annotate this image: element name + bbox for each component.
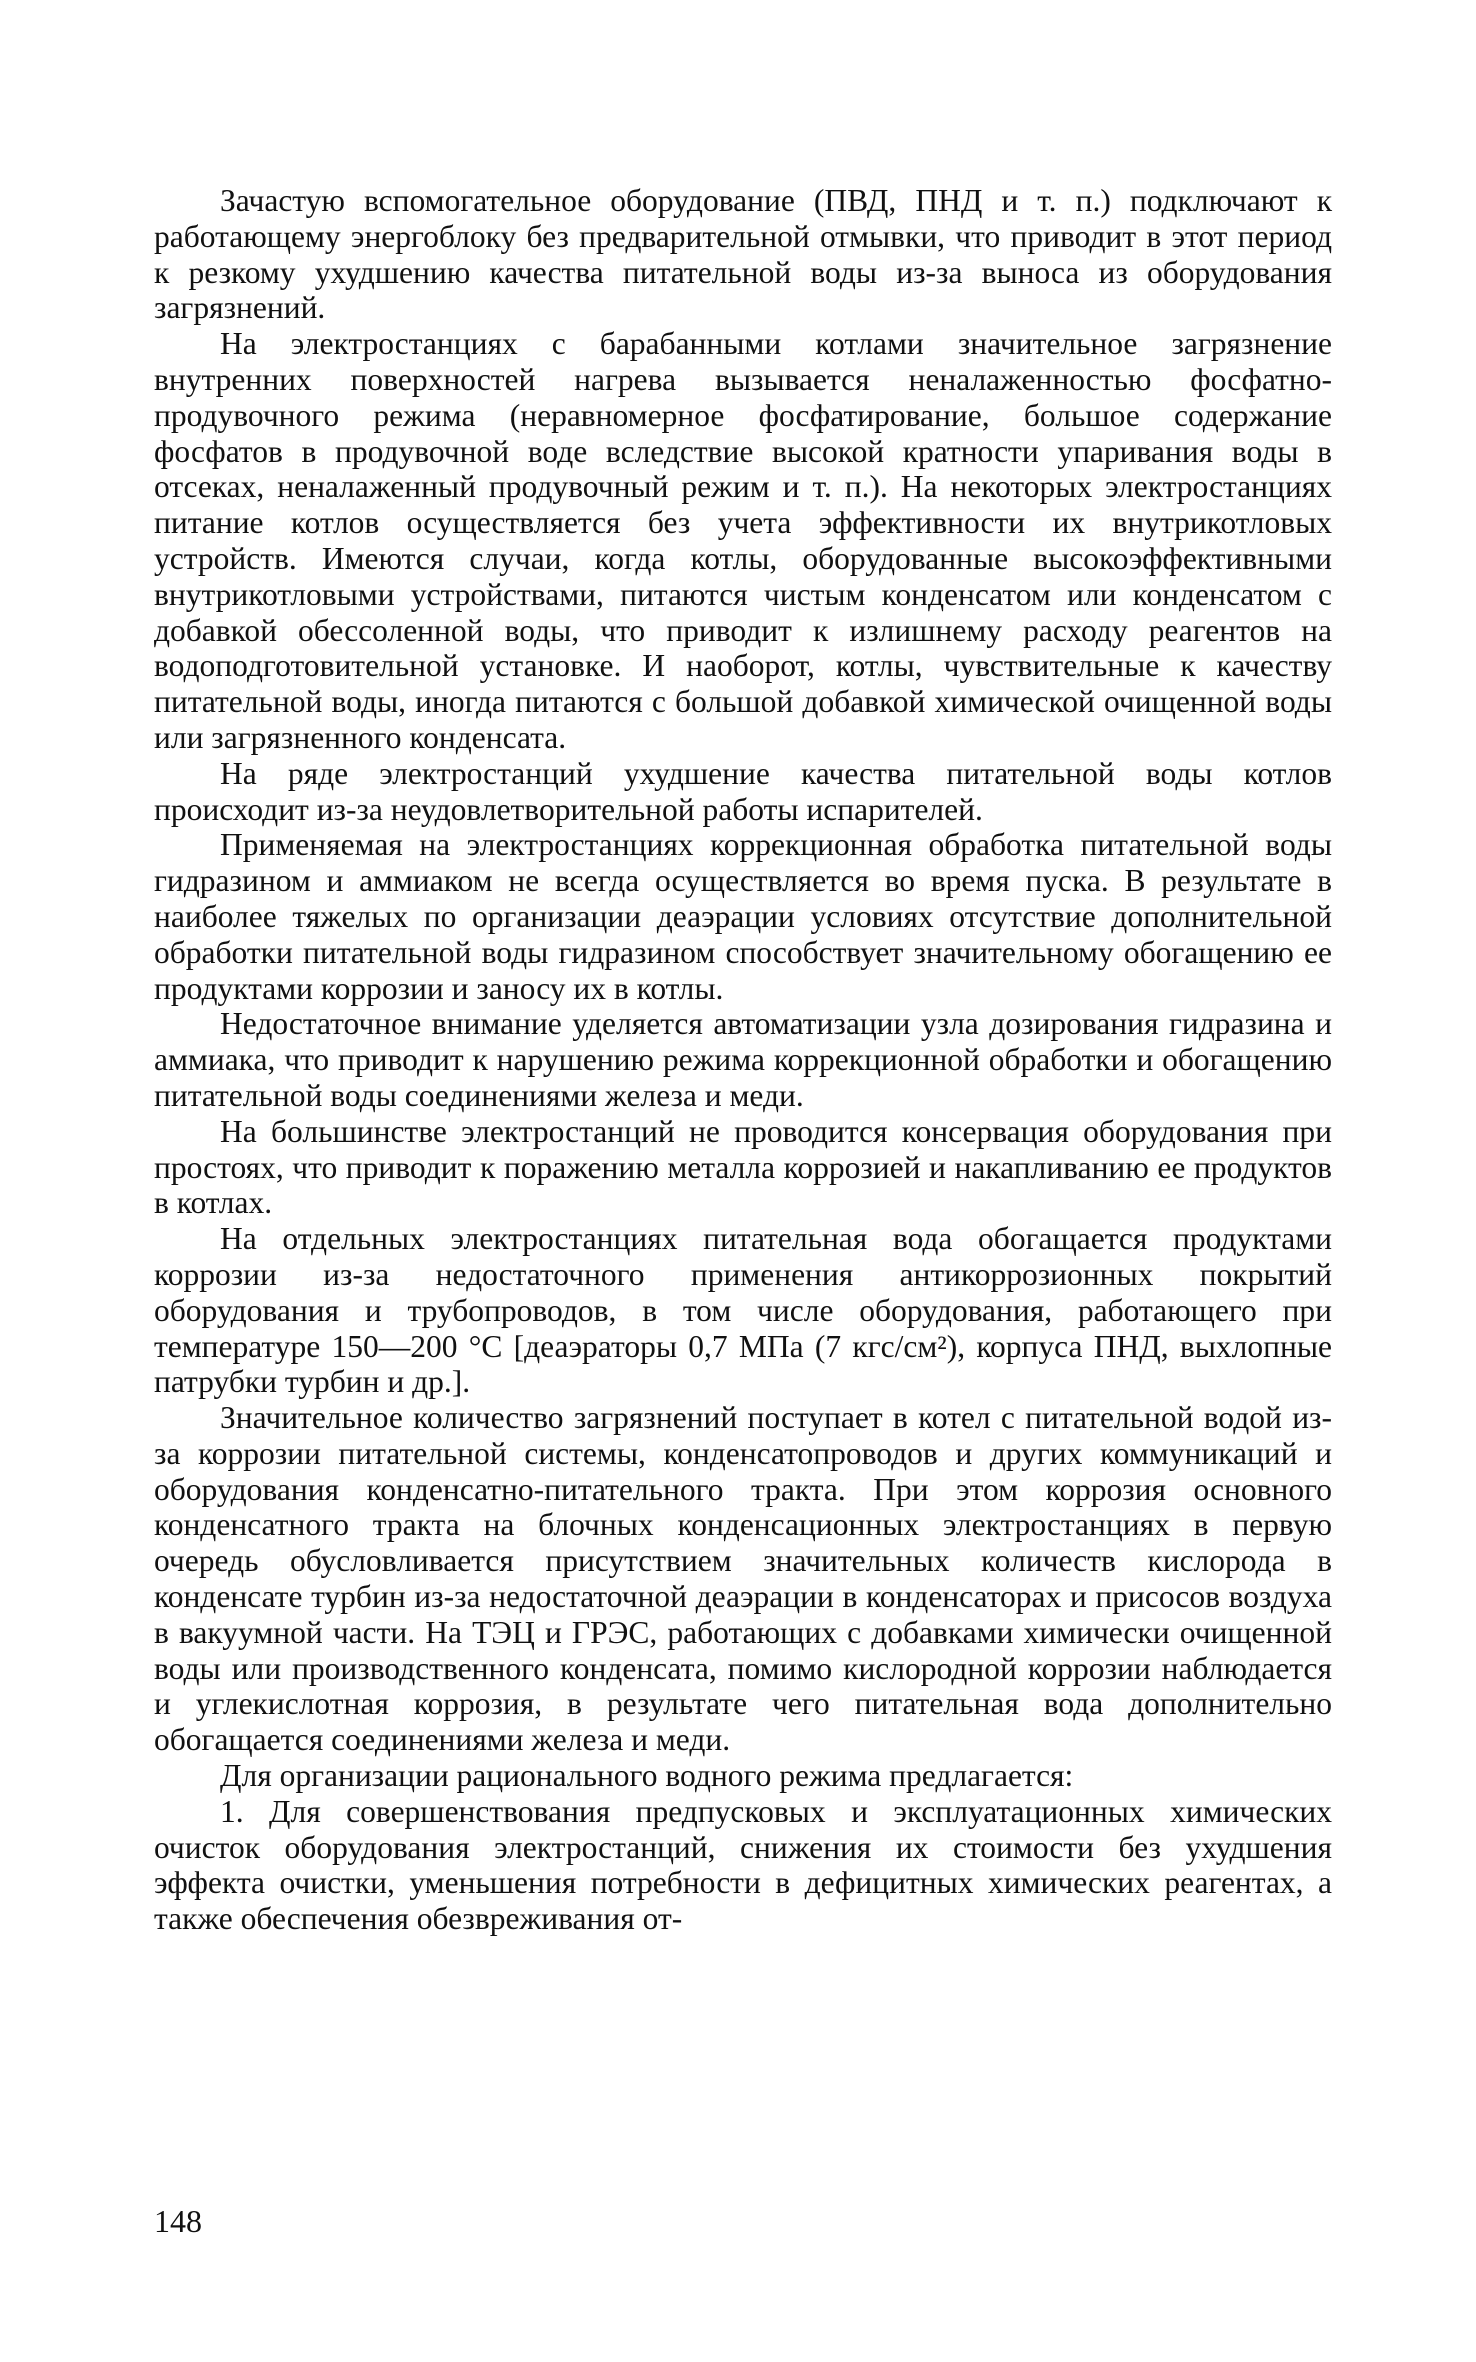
paragraph-drum-boilers: На электростанциях с барабанными котлами значительное загрязнение внутренних поверхностей нагрева вызывается неналаженностью фосфатно-продувочного режима (неравномерное фосфатирование, большое содержание фосфатов в продувочной воде вследствие высокой кратности упаривания воды в отсеках, неналаженный продувочный режим и т. п.). На некоторых электростанциях питание котлов осуществляется без учета эффективности их внутрикотловых устройств. Имеются случаи, когда котлы, оборудованные высокоэффективными внутрикотловыми устройствами, питаются чистым конденсатом или конденсатом с добавкой обессоленной воды, что приводит к излишнему расходу реагентов на водоподготовительной установке. И наоборот, котлы, чувствительные к качеству питательной воды, иногда питаются с большой добавкой химической очищенной воды или загрязненного конденсата. — [154, 326, 1332, 755]
paragraph-conservation: На большинстве электростанций не проводится консервация оборудования при простоях, что приводит к поражению металла коррозией и накапливанию ее продуктов в котлах. — [154, 1113, 1332, 1221]
paragraph-correction-treatment: Применяемая на электростанциях коррекционная обработка питательной воды гидразином и аммиаком не всегда осуществляется во время пуска. В результате в наиболее тяжелых по организации деаэрации условиях отсутствие дополнительной обработки питательной воды гидразином способствует значительному обогащению ее продуктами коррозии и заносу их в котлы. — [154, 827, 1332, 1006]
page-body — [154, 183, 1332, 1937]
paragraph-auxiliary-equipment: Зачастую вспомогательное оборудование (ПВД, ПНД и т. п.) подключают к работающему энергоблоку без предварительной отмывки, что приводит в этот период к резкому ухудшению качества питательной воды из-за выноса из оборудования загрязнений. — [154, 183, 1332, 326]
paragraph-anticorrosion-coatings: На отдельных электростанциях питательная вода обогащается продуктами коррозии из-за недостаточного применения антикоррозионных покрытий оборудования и трубопроводов, в том числе оборудования, работающего при температуре 150—200 °С [деаэраторы 0,7 МПа (7 кгс/см²), корпуса ПНД, выхлопные патрубки турбин и др.]. — [154, 1221, 1332, 1400]
paragraph-dosing-automation: Недостаточное внимание уделяется автоматизации узла дозирования гидразина и аммиака, что приводит к нарушению режима коррекционной обработки и обогащению питательной воды соединениями железа и меди. — [154, 1006, 1332, 1113]
paragraph-evaporators: На ряде электростанций ухудшение качества питательной воды котлов происходит из-за неудовлетворительной работы испарителей. — [154, 755, 1332, 827]
paragraph-condensate-corrosion: Значительное количество загрязнений поступает в котел с питательной водой из-за коррозии питательной системы, конденсатопроводов и других коммуникаций и оборудования конденсатно-питательного тракта. При этом коррозия основного конденсатного тракта на блочных конденсационных электростанциях в первую очередь обусловливается присутствием значительных количеств кислорода в конденсате турбин из-за недостаточной деаэрации в конденсаторах и присосов воздуха в вакуумной части. На ТЭЦ и ГРЭС, работающих с добавками химически очищенной воды или производственного конденсата, помимо кислородной коррозии наблюдается и углекислотная коррозия, в результате чего питательная вода дополнительно обогащается соединениями железа и меди. — [154, 1400, 1332, 1758]
paragraph-proposals-intro: Для организации рационального водного режима предлагается: — [220, 1758, 1074, 1794]
paragraph-proposal-1: 1. Для совершенствования предпусковых и эксплуатационных химических очисток оборудования электростанций, снижения их стоимости без ухудшения эффекта очистки, уменьшения потребности в дефицитных химических реагентах, а также обеспечения обезвреживания от- — [154, 1793, 1332, 1937]
page-number: 148 — [154, 2203, 202, 2239]
